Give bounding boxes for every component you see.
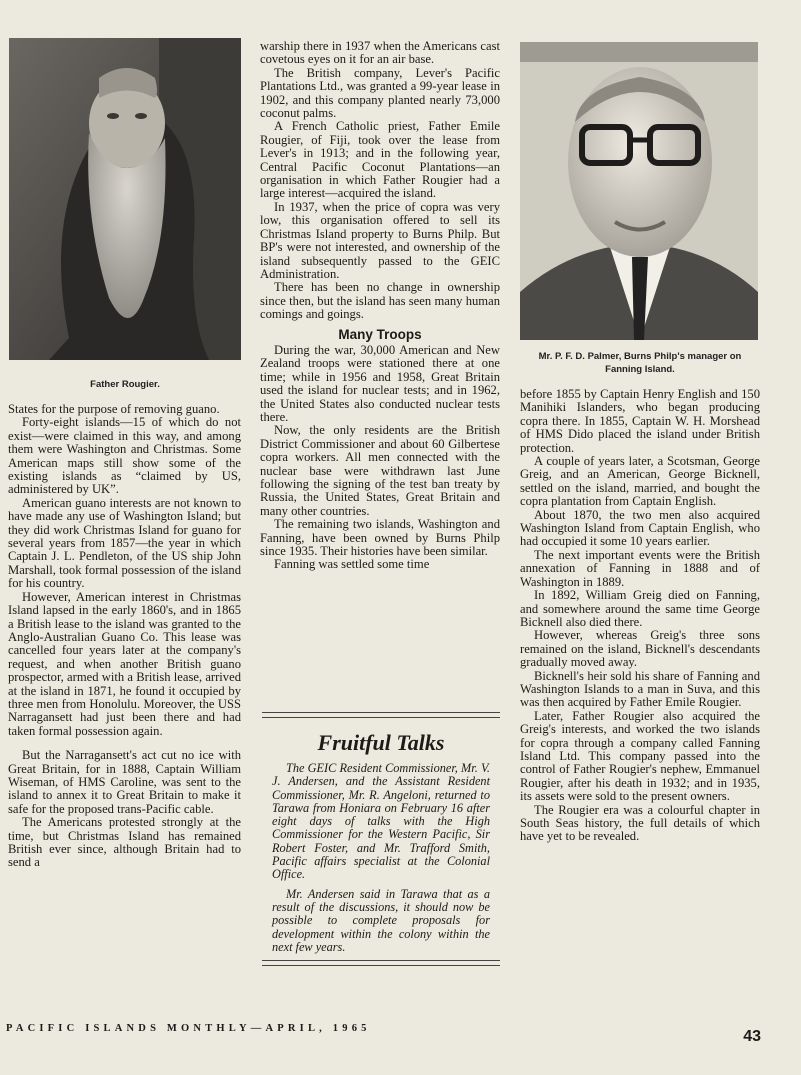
paragraph: The remaining two islands, Washington and Fanning, have been owned by Burns Philp since 1935. Their histories have been similar.: [260, 517, 500, 559]
magazine-footer: PACIFIC ISLANDS MONTHLY—APRIL, 1965: [6, 1023, 371, 1034]
subheading: Many Troops: [338, 326, 422, 342]
paragraph: Mr. Andersen said in Tarawa that as a result of the discussions, it should now be possible to complete proposals for development within the colony within the next few years.: [272, 886, 490, 954]
photo-mr-palmer: [520, 42, 758, 340]
boxed-news-item: [262, 712, 500, 966]
paragraph: In 1937, when the price of copra was very low, this organisation offered to sell its Christmas Island property to Burns Philp. But BP's were not interested, and ownership of the island subsequently passed to the GEIC Administration.: [260, 199, 500, 281]
double-rule-top: [262, 712, 500, 718]
paragraph: The next important events were the British annexation of Fanning in 1888 and of Washington in 1889.: [520, 547, 760, 589]
paragraph: American guano interests are not known to have made any use of Washington Island; but they did work Christmas Island for guano for several years from 1857—the year in which Captain J. L. Pendleton, of the US ship John Marshall, took formal possession of the island for his country.: [8, 495, 241, 591]
page-number: 43: [743, 1028, 761, 1045]
paragraph: During the war, 30,000 American and New Zealand troops were stationed there at one time; while in 1956 and 1958, Great Britain used the island for nuclear tests; and in 1962, the United States also conducted nuclear tests there.: [260, 342, 500, 424]
paragraph: The Rougier era was a colourful chapter in South Seas history, the full details of which have yet to be revealed.: [520, 802, 760, 844]
paragraph: warship there in 1937 when the Americans cast covetous eyes on it for an air base.: [260, 39, 500, 67]
box-body: [262, 762, 500, 954]
paragraph: before 1855 by Captain Henry English and 150 Manihiki Islanders, who began producing copra there. In 1855, Captain W. H. Morshead of HMS Dido placed the island under British protection.: [520, 387, 760, 455]
portrait-man-glasses: [520, 42, 758, 340]
paragraph: States for the purpose of removing guano.: [8, 402, 220, 416]
double-rule-bottom: [262, 960, 500, 966]
box-title: Fruitful Talks: [317, 730, 445, 755]
paragraph: Bicknell's heir sold his share of Fanning and Washington Islands to a man in Suva, and this was then acquired by Father Emile Rougier.: [520, 668, 760, 710]
paragraph: A couple of years later, a Scotsman, George Greig, and an American, George Bicknell, settled on the island, married, and bought the copra plantation from Captain English.: [520, 454, 760, 509]
paragraph: About 1870, the two men also acquired Washington Island from Captain English, who had occupied it some 10 years earlier.: [520, 507, 760, 549]
paragraph: However, whereas Greig's three sons remained on the island, Bicknell's descendants gradually moved away.: [520, 628, 760, 670]
photo-caption: Mr. P. F. D. Palmer, Burns Philp's manager on Fanning Island.: [538, 351, 742, 375]
paragraph: The Americans protested strongly at the time, but Christmas Island has remained British ever since, although Britain had to send a: [8, 815, 241, 870]
paragraph: The British company, Lever's Pacific Plantations Ltd., was granted a 99-year lease in 1902, and this company planted nearly 73,000 coconut palms.: [260, 65, 500, 121]
article-column-1: [8, 403, 241, 870]
photo-father-rougier: [9, 38, 241, 360]
article-column-3: [520, 388, 760, 844]
portrait-bearded-man: [9, 38, 241, 360]
article-column-2: [260, 40, 500, 572]
paragraph: There has been no change in ownership since then, but the island has seen many human comings and goings.: [260, 280, 500, 322]
photo-caption: Father Rougier.: [90, 379, 160, 390]
paragraph: Now, the only residents are the British District Commissioner and about 60 Gilbertese copra workers. All men connected with the nuclear base were withdrawn last June following the signing of the test ban treaty by Russia, the United States, Great Britain and many other countries.: [260, 423, 500, 518]
paragraph: However, American interest in Christmas Island lapsed in the early 1860's, and in 1865 a British lease to the island was granted to the Anglo-Australian Guano Co. This lease was cancelled four years later at the company's request, and when another British guano prospector, armed with a British lease, arrived at the island in 1871, he found it occupied by three men from Honolulu. Moreover, the USS Narragansett had just been there and had taken formal possession again.: [8, 589, 241, 738]
paragraph: But the Narragansett's act cut no ice with Great Britain, for in 1888, Captain William Wiseman, of HMS Caroline, was sent to the island to annex it to Great Britain to make it safe for the proposed trans-Pacific cable.: [8, 748, 241, 816]
paragraph: Forty-eight islands—15 of which do not exist—were claimed in this way, and among them were Washington and Christmas. Some American maps still show some of the existing islands as “claimed by US, administered by UK”.: [8, 415, 241, 497]
paragraph: The GEIC Resident Commissioner, Mr. V. J. Andersen, and the Assistant Resident Commissioner, Mr. R. Angeloni, returned to Tarawa from Honiara on February 16 after eight days of talks with the High Commissioner for the Western Pacific, Sir Robert Foster, and Mr. Trafford Smith, Pacific affairs specialist at the Colonial Office.: [272, 761, 490, 882]
paragraph: Later, Father Rougier also acquired the Greig's interests, and worked the two islands for copra through a company called Fanning Island Ltd. This company passed into the control of Father Rougier's nephew, Emmanuel Rougier, after his death in 1932; and in 1935, its assets were sold to the present owners.: [520, 708, 760, 804]
paragraph: In 1892, William Greig died on Fanning, and somewhere around the same time George Bicknell also died there.: [520, 588, 760, 629]
paragraph: Fanning was settled some time: [274, 557, 430, 572]
paragraph: A French Catholic priest, Father Emile Rougier, of Fiji, took over the lease from Lever's in 1913; and in the following year, Central Pacific Coconut Plantations—an organisation in which Father Rougier had a large interest—acquired the island.: [260, 119, 500, 201]
